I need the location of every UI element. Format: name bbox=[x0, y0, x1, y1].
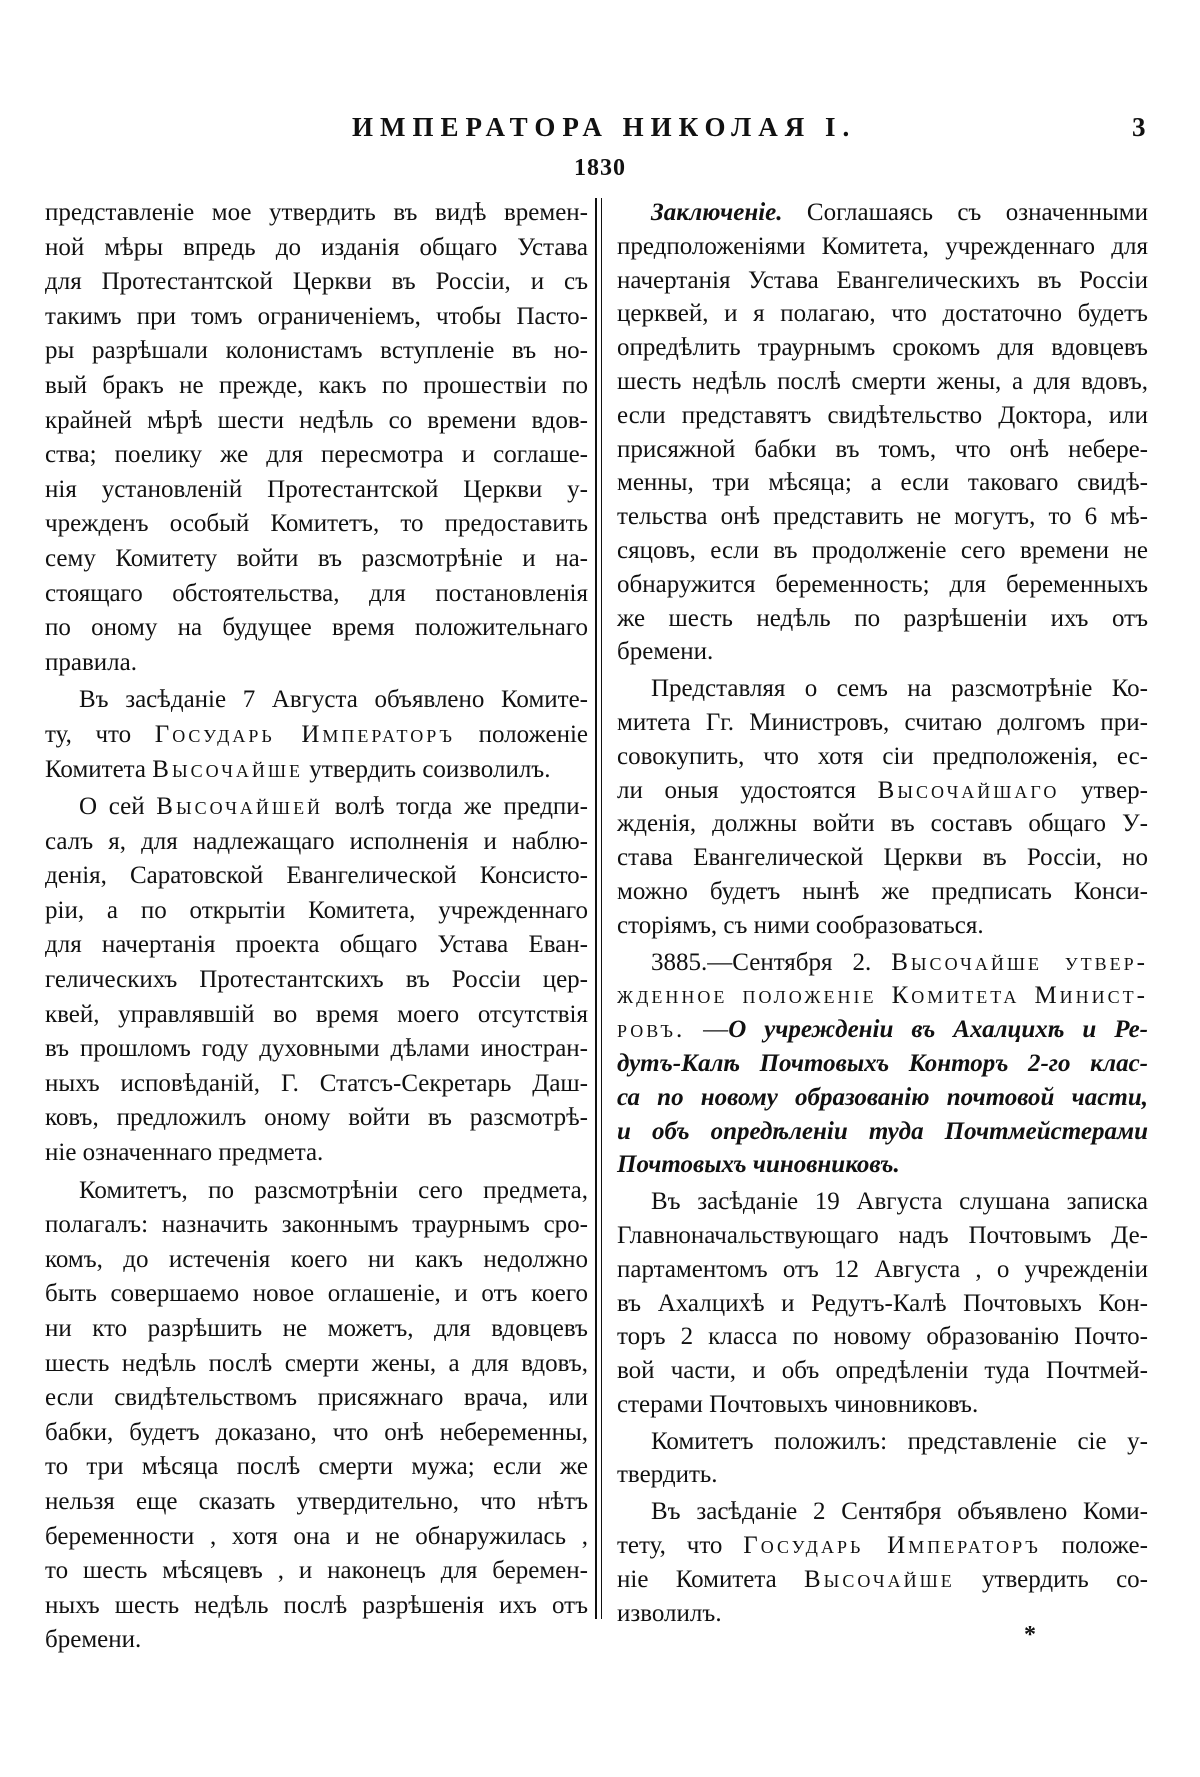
right-column bbox=[617, 196, 1148, 1633]
text-line: присяжной бабки въ томъ, что онѣ небере- bbox=[617, 435, 1148, 463]
running-title: ИМПЕРАТОРА НИКОЛАЯ I. bbox=[352, 112, 857, 142]
text-line: денія, Саратовской Евангелической Консисто- bbox=[45, 862, 588, 890]
text-line: то три мѣсяца послѣ смерти мужа; если же bbox=[45, 1453, 588, 1481]
text-line bbox=[617, 196, 1148, 230]
text-line bbox=[617, 1047, 1148, 1081]
text-line bbox=[617, 979, 1148, 1013]
text-line: стерами Почтовыхъ чиновниковъ. bbox=[617, 1390, 979, 1418]
text-line bbox=[45, 718, 588, 753]
text-span: Комитета bbox=[45, 755, 153, 783]
text-line: бремени. bbox=[45, 1626, 142, 1654]
text-line: тельства онѣ представить не могутъ, то 6 мѣ- bbox=[617, 503, 1148, 531]
text-line: квей, управлявшій во время моего отсутствія bbox=[45, 1000, 588, 1028]
text-line: совокупить, что хотя сіи предположенія, ес- bbox=[617, 742, 1148, 770]
spaced-text: ровъ. bbox=[617, 1016, 686, 1044]
text-span: утвер- bbox=[1059, 776, 1148, 804]
paragraph bbox=[45, 790, 588, 1171]
italic-text: Заключеніе. bbox=[651, 199, 783, 226]
text-line: же шесть недѣль по разрѣшеніи ихъ отъ bbox=[617, 604, 1148, 632]
text-span: 3885.—Сентября 2. bbox=[651, 948, 892, 976]
text-line: для Протестантской Церкви въ Россіи, и съ bbox=[45, 268, 588, 296]
italic-text: и объ опредѣленіи туда Почтмейстерами bbox=[617, 1117, 1148, 1145]
text-line: беременности , хотя она и не обнаружилась , bbox=[45, 1522, 588, 1550]
text-line: Въ засѣданіе 2 Сентября объявлено Коми- bbox=[651, 1498, 1148, 1526]
text-span: ніе Комитета bbox=[617, 1565, 804, 1593]
text-line bbox=[617, 1148, 1148, 1182]
text-line: полагалъ: назначить законнымъ траурнымъ сро- bbox=[45, 1211, 588, 1239]
text-line: сяцовъ, если въ продолженіе сего времени не bbox=[617, 536, 1148, 564]
spaced-text: Высочайшаго bbox=[877, 776, 1060, 804]
text-line: шесть недѣль послѣ смерти жены, а для вдовъ, bbox=[45, 1349, 588, 1377]
text-line bbox=[617, 1013, 1148, 1047]
text-span: О сей bbox=[79, 793, 157, 821]
text-line: сему Комитету войти въ разсмотрѣніе и на- bbox=[45, 544, 588, 572]
paragraph bbox=[617, 672, 1148, 942]
text-line: начертанія Устава Евангелическихъ въ Россіи bbox=[617, 266, 1148, 294]
text-line: торъ 2 класса по новому образованію Почто- bbox=[617, 1323, 1148, 1351]
italic-text: О учрежденіи въ Ахалцихѣ и Ре- bbox=[728, 1016, 1149, 1044]
text-line: твердить. bbox=[617, 1461, 718, 1489]
spaced-text: Высочайше утвер- bbox=[891, 948, 1148, 976]
paragraph bbox=[617, 946, 1148, 1183]
paragraph bbox=[45, 196, 588, 680]
text-line bbox=[617, 1563, 1148, 1597]
text-span: волѣ тогда же предпи- bbox=[323, 793, 589, 821]
text-line: обнаружится беременность; для беременныхъ bbox=[617, 570, 1148, 598]
text-line: Въ засѣданіе 7 Августа объявлено Комите- bbox=[79, 686, 588, 714]
end-ornament: * bbox=[1024, 1622, 1036, 1648]
text-line: такимъ при томъ ограниченіемъ, чтобы Пасто- bbox=[45, 302, 588, 330]
year-heading: 1830 bbox=[574, 155, 626, 181]
paragraph bbox=[617, 1425, 1148, 1493]
paragraph bbox=[617, 196, 1148, 669]
text-line: ныхъ шесть недѣль послѣ разрѣшенія ихъ отъ bbox=[45, 1591, 588, 1619]
spaced-text: Государь Императоръ bbox=[154, 720, 456, 748]
text-line: шесть недѣль послѣ смерти жены, а для вдовъ, bbox=[617, 367, 1148, 395]
text-line: для начертанія проекта общаго Устава Еван- bbox=[45, 931, 588, 959]
text-line: ной мѣры впредь до изданія общаго Устава bbox=[45, 233, 588, 261]
text-line: чрежденъ особый Комитетъ, то предоставить bbox=[45, 510, 588, 538]
text-line: гелическихъ Протестантскихъ въ Россіи цер- bbox=[45, 966, 588, 994]
spaced-text: Государь Императоръ bbox=[743, 1532, 1041, 1560]
italic-text: дутъ-Калѣ Почтовыхъ Конторъ 2-го клас- bbox=[617, 1049, 1148, 1077]
text-line: става Евангелической Церкви въ Россіи, но bbox=[617, 844, 1148, 872]
text-line bbox=[617, 774, 1148, 808]
text-line: опредѣлить траурнымъ срокомъ для вдовцевъ bbox=[617, 334, 1148, 362]
text-line: салъ я, для надлежащаго исполненія и наблю- bbox=[45, 827, 588, 855]
spaced-text: жденное положеніе Комитета Минист- bbox=[617, 982, 1148, 1010]
text-line: въ Ахалцихѣ и Редутъ-Калѣ Почтовыхъ Кон- bbox=[617, 1289, 1148, 1317]
spaced-text: Высочайше bbox=[152, 755, 304, 783]
text-span: положеніе bbox=[455, 720, 588, 748]
text-line: нія установленій Протестантской Церкви у- bbox=[45, 475, 588, 503]
text-line: быть совершаемо новое оглашеніе, и отъ коего bbox=[45, 1280, 588, 1308]
text-line: ріи, а по открытіи Комитета, учрежденнаго bbox=[45, 896, 588, 924]
text-line: Главноначальствующаго надъ Почтовымъ Де- bbox=[617, 1221, 1148, 1249]
text-line: стоящаго обстоятельства, для постановленія bbox=[45, 579, 588, 607]
text-line: бабки, будетъ доказано, что онѣ небеременны, bbox=[45, 1418, 588, 1446]
text-line: если свидѣтельствомъ присяжнаго врача, или bbox=[45, 1384, 588, 1412]
text-line: по оному на будущее время положительнаго bbox=[45, 614, 588, 642]
italic-text: са по новому образованію почтовой части, bbox=[617, 1083, 1148, 1111]
text-line: предположеніями Комитета, учрежденнаго для bbox=[617, 232, 1148, 260]
text-line: крайней мѣрѣ шести недѣль со времени вдов- bbox=[45, 406, 588, 434]
text-line: бремени. bbox=[617, 638, 714, 666]
text-line: менны, три мѣсяца; а если таковаго свидѣ- bbox=[617, 469, 1148, 497]
text-line: нельзя еще сказать утвердительно, что нѣтъ bbox=[45, 1487, 588, 1515]
paragraph bbox=[45, 1174, 588, 1658]
paragraph bbox=[617, 1185, 1148, 1422]
text-span: тету, что bbox=[617, 1532, 744, 1560]
italic-text: Почтовыхъ чиновниковъ. bbox=[617, 1151, 900, 1179]
text-line: сторіямъ, съ ними сообразоваться. bbox=[617, 911, 984, 939]
text-span: утвердить со- bbox=[954, 1565, 1148, 1593]
text-line: ры разрѣшали колонистамъ вступленіе въ но- bbox=[45, 337, 588, 365]
text-span: ли оныя удостоятся bbox=[617, 776, 878, 804]
text-span: — bbox=[685, 1016, 729, 1044]
text-line: ни кто разрѣшить не можетъ, для вдовцевъ bbox=[45, 1315, 588, 1342]
text-line: вый бракъ не прежде, какъ по прошествіи по bbox=[45, 371, 588, 399]
column-divider bbox=[595, 198, 597, 1619]
text-line: Представляя о семъ на разсмотрѣніе Ко- bbox=[651, 675, 1148, 703]
text-line bbox=[617, 1081, 1148, 1115]
text-span: ту, что bbox=[45, 720, 155, 748]
text-line: если представятъ свидѣтельство Доктора, или bbox=[617, 401, 1148, 429]
text-line: ніе означеннаго предмета. bbox=[45, 1139, 324, 1167]
column-divider bbox=[601, 198, 602, 1619]
spaced-text: Высочайше bbox=[803, 1565, 955, 1593]
text-span: утвердить соизволилъ. bbox=[303, 755, 551, 783]
text-line bbox=[617, 946, 1148, 980]
text-line: Въ засѣданіе 19 Августа слушана записка bbox=[651, 1188, 1148, 1216]
text-line: партаментомъ отъ 12 Августа , о учрежденіи bbox=[617, 1255, 1148, 1283]
paragraph bbox=[617, 1495, 1148, 1630]
text-line: представленіе мое утвердить въ видѣ времен- bbox=[45, 199, 588, 226]
text-line: Комитетъ положилъ: представленіе сіе у- bbox=[651, 1427, 1148, 1455]
text-line: ковъ, предложилъ оному войти въ разсмотрѣ- bbox=[45, 1104, 588, 1132]
text-line: комъ, до истеченія коего ни какъ недолжно bbox=[45, 1245, 588, 1273]
text-span: положе- bbox=[1040, 1532, 1148, 1560]
text-line: въ прошломъ году духовными дѣлами иностран- bbox=[45, 1035, 588, 1063]
text-line: вой части, и объ опредѣленіи туда Почтмей- bbox=[617, 1357, 1148, 1385]
text-line: ства; поелику же для пересмотра и соглаше- bbox=[45, 441, 588, 469]
text-line: ныхъ исповѣданій, Г. Статсъ-Секретарь Даш- bbox=[45, 1069, 588, 1097]
text-line: жденія, должны войти въ составъ общаго У- bbox=[617, 810, 1148, 838]
text-line bbox=[45, 790, 588, 825]
text-line: церквей, и я полагаю, что достаточно будетъ bbox=[617, 300, 1148, 328]
text-line bbox=[617, 1529, 1148, 1563]
text-line: то шесть мѣсяцевъ , и наконецъ для беремен- bbox=[45, 1557, 588, 1585]
text-line: изволилъ. bbox=[617, 1599, 722, 1627]
page-number: 3 bbox=[1132, 112, 1146, 142]
text-line bbox=[45, 753, 588, 788]
paragraph bbox=[45, 683, 588, 787]
text-line: можно будетъ нынѣ же предписать Конси- bbox=[617, 877, 1148, 905]
text-line bbox=[617, 1115, 1148, 1149]
text-line: митета Гг. Министровъ, считаю долгомъ при- bbox=[617, 708, 1148, 736]
text-span: Соглашаясь съ означенными bbox=[782, 199, 1148, 226]
text-line: Комитетъ, по разсмотрѣніи сего предмета, bbox=[79, 1176, 588, 1204]
text-line: правила. bbox=[45, 648, 137, 676]
spaced-text: Высочайшей bbox=[156, 793, 324, 821]
left-column bbox=[45, 196, 588, 1661]
